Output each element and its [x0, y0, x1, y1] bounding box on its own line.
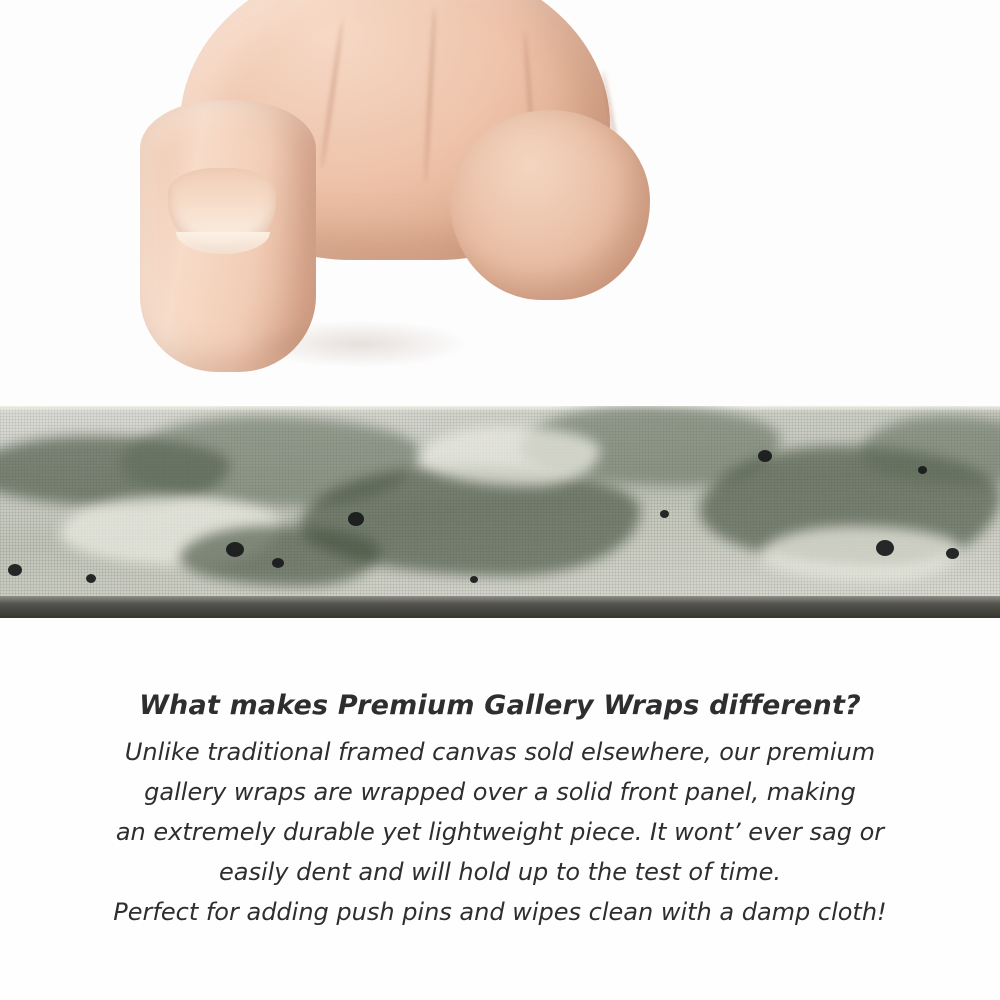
- canvas-texture-blotch: [760, 526, 960, 581]
- hand-shadow: [250, 320, 470, 368]
- caption-line: gallery wraps are wrapped over a solid front panel, making: [144, 778, 856, 807]
- strip-highlight: [0, 406, 1000, 412]
- canvas-speck: [758, 450, 772, 462]
- caption-line: easily dent and will hold up to the test of time.: [218, 858, 781, 887]
- gallery-wrap-edge: [0, 406, 1000, 618]
- knuckle-crease: [423, 8, 436, 183]
- knuckle-crease: [320, 20, 345, 169]
- canvas-speck: [226, 542, 244, 557]
- canvas-speck: [946, 548, 959, 559]
- canvas-speck: [272, 558, 284, 568]
- canvas-speck: [470, 576, 478, 583]
- canvas-texture-blotch: [180, 526, 380, 586]
- hand-photo-region: [0, 0, 1000, 410]
- hand-pressing-canvas: [120, 0, 640, 410]
- canvas-speck: [86, 574, 96, 583]
- caption-block: [0, 690, 1000, 935]
- canvas-speck: [660, 510, 669, 518]
- caption-heading: What makes Premium Gallery Wraps different?: [139, 690, 861, 721]
- wrap-side-edge: [0, 596, 1000, 618]
- caption-line: an extremely durable yet lightweight piece. It wont’ ever sag or: [115, 818, 885, 847]
- canvas-speck: [8, 564, 22, 576]
- caption-body: [0, 735, 1000, 929]
- caption-line: Perfect for adding push pins and wipes clean with a damp cloth!: [113, 898, 887, 927]
- canvas-speck: [348, 512, 364, 526]
- canvas-speck: [918, 466, 927, 474]
- thumb: [450, 110, 650, 300]
- canvas-speck: [876, 540, 894, 556]
- caption-line: Unlike traditional framed canvas sold elsewhere, our premium: [124, 738, 876, 766]
